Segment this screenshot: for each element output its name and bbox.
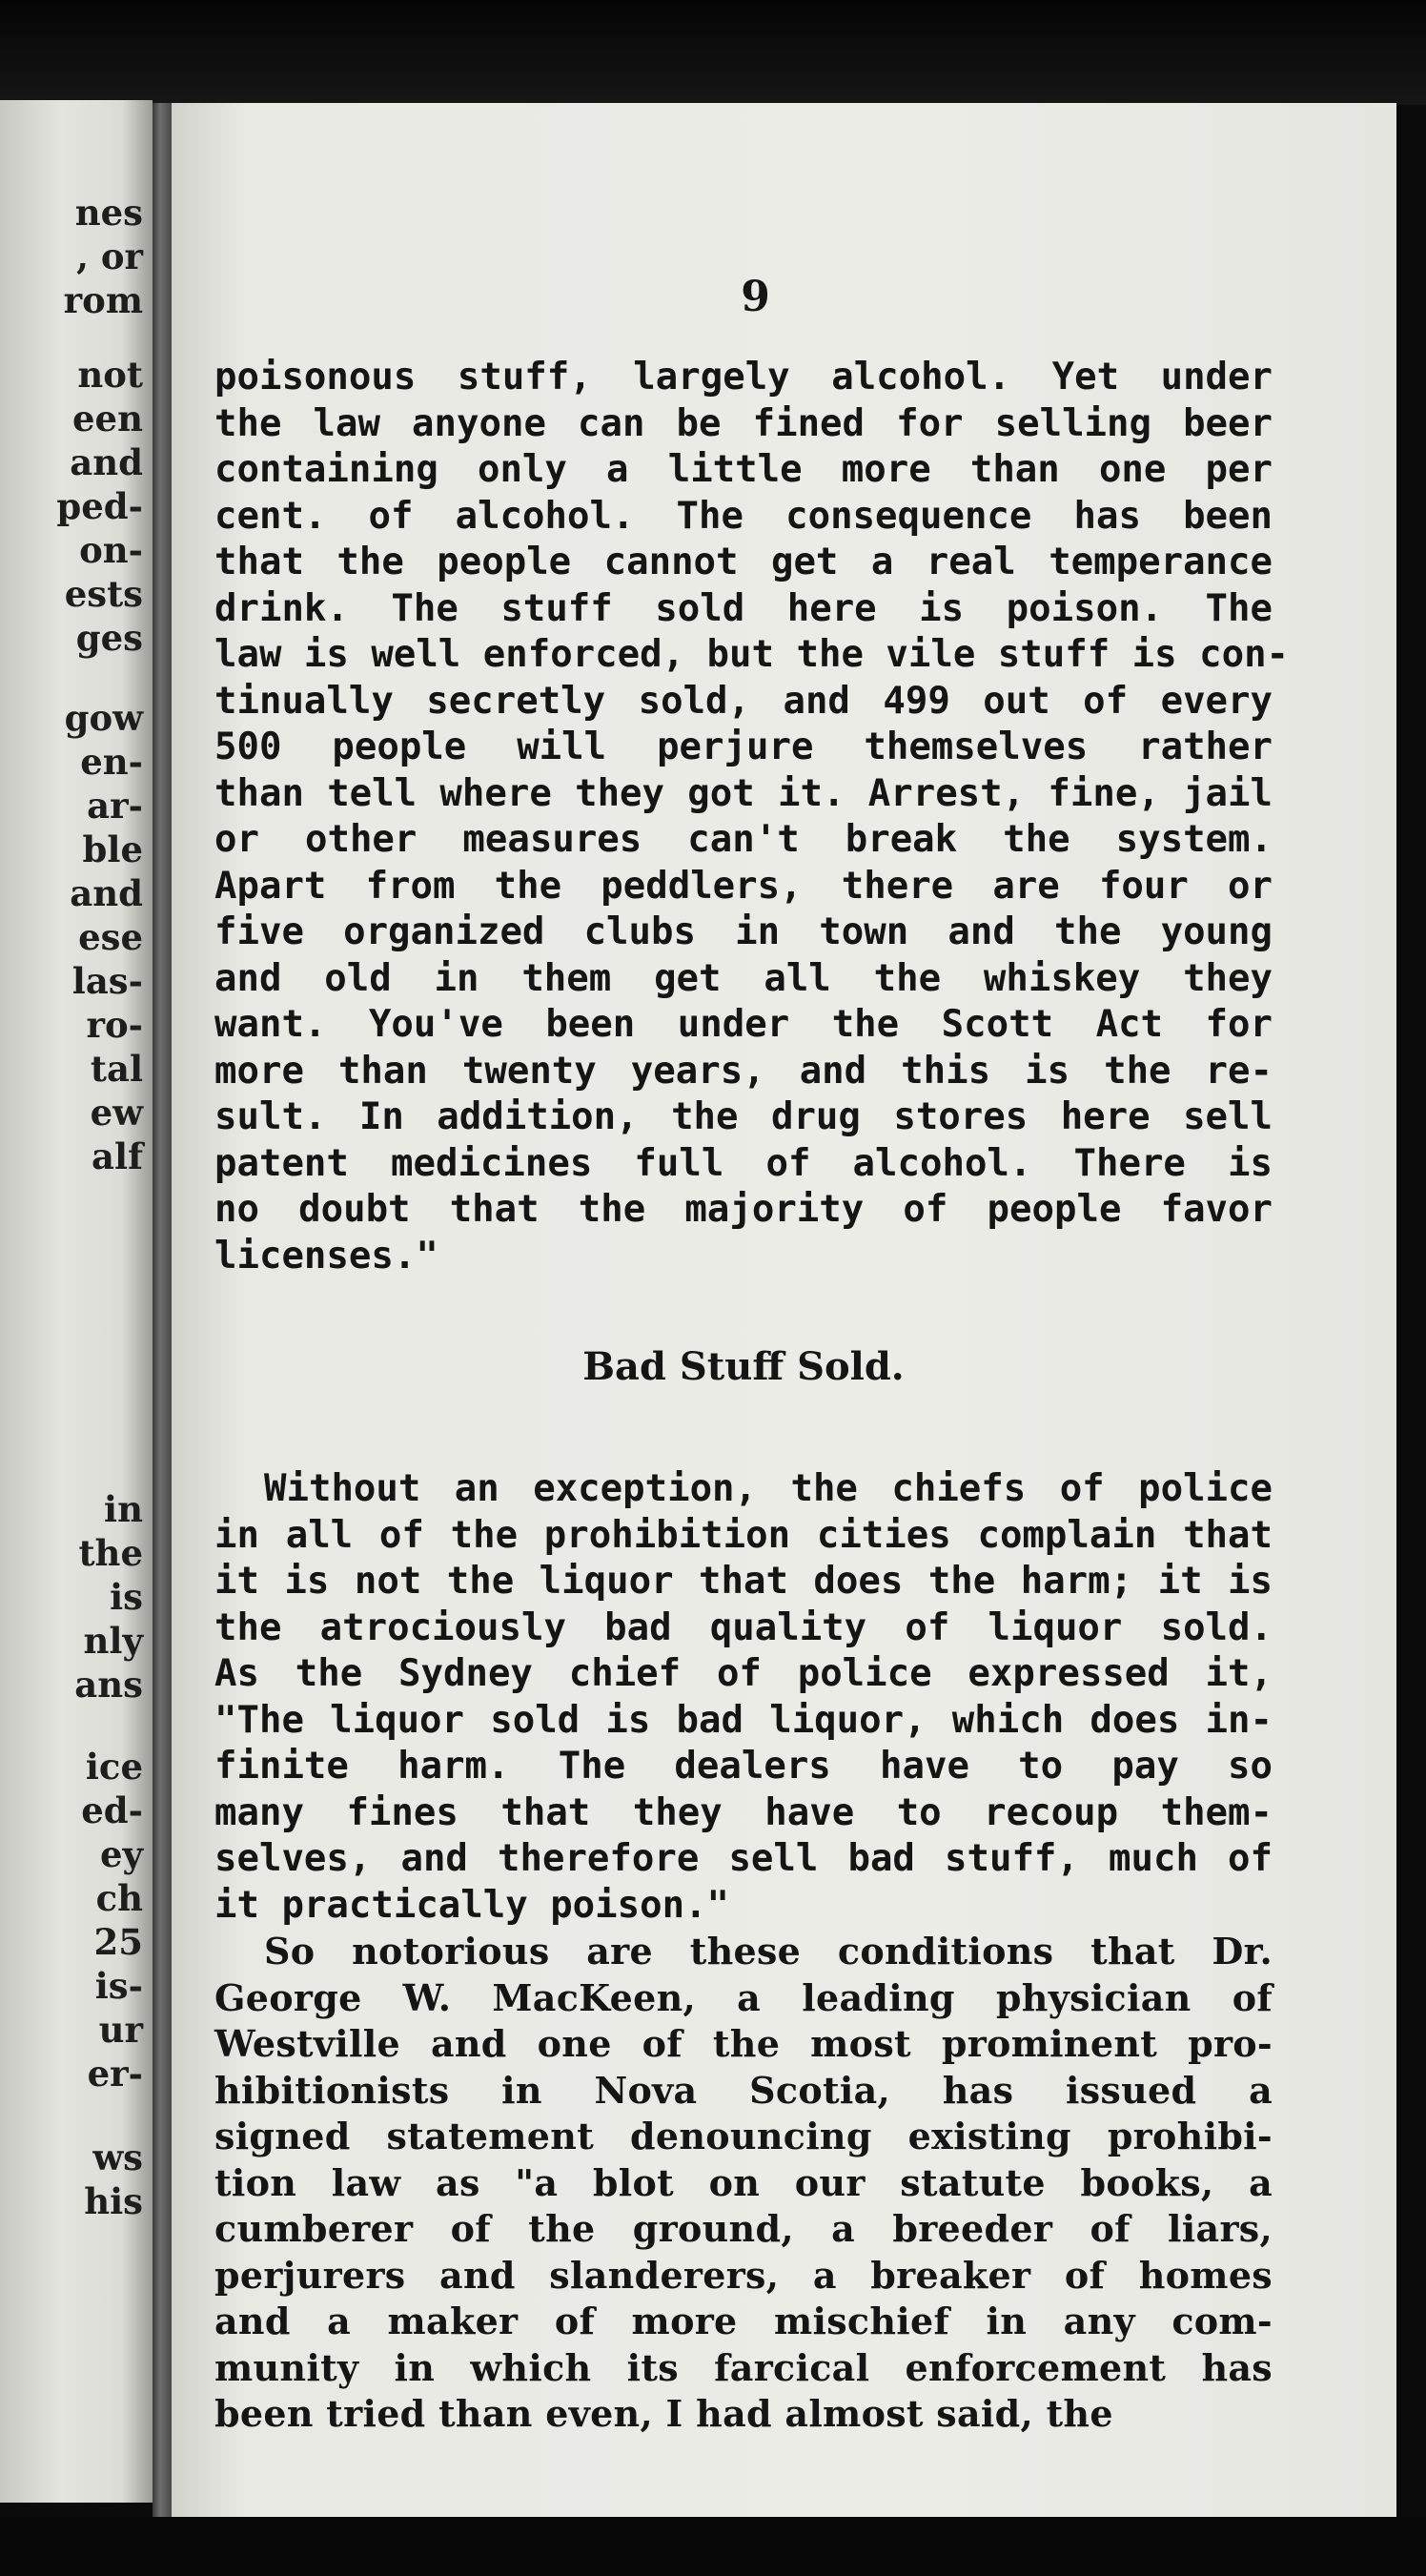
text-line: many fines that they have to recoup them-	[214, 1790, 1273, 1834]
previous-page-fragment: er-	[87, 2053, 143, 2095]
text-line: George W. MacKeen, a leading physician of	[214, 1975, 1273, 2019]
text-line: cumberer of the ground, a breeder of liars,	[214, 2207, 1273, 2250]
text-line: poisonous stuff, largely alcohol. Yet under	[214, 356, 1273, 399]
text-line: law is well enforced, but the vile stuff is con-	[214, 633, 1290, 676]
scan-background-bottom	[0, 2517, 1426, 2576]
page-number: 9	[741, 273, 770, 321]
text-line: the atrociously bad quality of liquor sold.	[214, 1605, 1273, 1649]
previous-page-fragment: and	[70, 872, 143, 914]
previous-page-fragment: ese	[78, 916, 143, 958]
previous-page-fragment: nly	[83, 1620, 143, 1662]
text-line: sult. In addition, the drug stores here sell	[214, 1095, 1273, 1138]
text-line: "The liquor sold is bad liquor, which does in-	[214, 1698, 1273, 1742]
previous-page-fragment: ped-	[56, 485, 143, 527]
text-line: no doubt that the majority of people favor	[214, 1188, 1273, 1231]
previous-page-fragment: tal	[90, 1048, 143, 1090]
text-line: it is not the liquor that does the harm; it is	[214, 1560, 1273, 1603]
text-line: signed statement denouncing existing prohibi-	[214, 2115, 1273, 2157]
text-line: than tell where they got it. Arrest, fine, jail	[214, 771, 1273, 815]
text-line: that the people cannot get a real temperance	[214, 541, 1273, 583]
text-line: or other measures can't break the system.	[214, 818, 1273, 861]
text-line: cent. of alcohol. The consequence has been	[214, 494, 1273, 538]
text-line: selves, and therefore sell bad stuff, much of	[214, 1837, 1273, 1880]
text-line: more than twenty years, and this is the re-	[214, 1049, 1273, 1093]
previous-page-fragment: las-	[71, 960, 143, 1002]
previous-page-fragment: ice	[85, 1746, 143, 1788]
previous-page-fragment: gow	[64, 697, 143, 739]
text-line: in all of the prohibition cities complain that	[214, 1513, 1273, 1557]
previous-page-fragment: his	[84, 2180, 143, 2222]
previous-page-edge	[0, 100, 153, 2503]
text-line: drink. The stuff sold here is poison. The	[214, 586, 1273, 630]
book-gutter	[153, 103, 172, 2525]
previous-page-fragment: en-	[80, 741, 143, 783]
text-line: finite harm. The dealers have to pay so	[214, 1745, 1273, 1788]
previous-page-fragment: ed-	[81, 1789, 143, 1831]
text-line: want. You've been under the Scott Act for	[214, 1003, 1273, 1046]
previous-page-fragment: ests	[64, 573, 143, 615]
previous-page-fragment: ble	[82, 828, 143, 870]
previous-page-fragment: een	[72, 398, 143, 440]
previous-page-fragment: rom	[63, 279, 143, 321]
previous-page-fragment: is-	[94, 1965, 143, 2007]
scan-background-top	[0, 0, 1426, 105]
previous-page-fragment: ur	[98, 2009, 143, 2051]
text-line: Without an exception, the chiefs of police	[264, 1467, 1273, 1510]
previous-page-fragment: ar-	[87, 785, 143, 827]
text-line: perjurers and slanderers, a breaker of homes	[214, 2253, 1273, 2297]
text-line: munity in which its farcical enforcement has	[214, 2345, 1273, 2389]
text-line: licenses."	[214, 1234, 438, 1278]
text-line: patent medicines full of alcohol. There is	[214, 1141, 1273, 1185]
previous-page-fragment: , or	[76, 235, 143, 277]
text-line: Apart from the peddlers, there are four or	[214, 864, 1273, 908]
previous-page-fragment: ch	[95, 1877, 143, 1919]
text-line: containing only a little more than one per	[214, 448, 1273, 491]
text-line: tion law as "a blot on our statute books, a	[214, 2160, 1273, 2204]
previous-page-fragment: and	[70, 441, 143, 483]
text-line: and a maker of more mischief in any com-	[214, 2300, 1273, 2342]
text-line: tinually secretly sold, and 499 out of every	[214, 679, 1273, 723]
previous-page-fragment: in	[104, 1488, 143, 1530]
previous-page-fragment: on-	[79, 529, 143, 571]
previous-page-fragment: ges	[75, 617, 143, 659]
previous-page-fragment: 25	[93, 1921, 143, 1963]
text-line: 500 people will perjure themselves rather	[214, 726, 1273, 768]
previous-page-fragment: ey	[99, 1833, 143, 1875]
text-line: five organized clubs in town and the young	[214, 910, 1273, 953]
text-line: hibitionists in Nova Scotia, has issued a	[214, 2068, 1273, 2112]
previous-page-fragment: nes	[74, 192, 143, 234]
text-line: it practically poison."	[214, 1883, 730, 1927]
text-line: So notorious are these conditions that Dr.	[264, 1930, 1273, 1973]
text-line: Westville and one of the most prominent pro-	[214, 2022, 1273, 2065]
paragraph-3	[214, 1929, 1273, 2438]
previous-page-fragment: ws	[92, 2136, 143, 2178]
section-heading: Bad Stuff Sold.	[582, 1344, 905, 1389]
previous-page-fragment: is	[110, 1576, 143, 1618]
paragraph-1	[214, 355, 1290, 1279]
text-line: been tried than even, I had almost said, the	[214, 2392, 1113, 2435]
previous-page-fragment: not	[77, 354, 143, 396]
previous-page-fragment: the	[78, 1532, 143, 1574]
previous-page-fragment: ro-	[86, 1004, 143, 1046]
text-line: As the Sydney chief of police expressed it,	[214, 1652, 1273, 1695]
previous-page-fragment: alf	[92, 1135, 143, 1177]
previous-page-fragment: ans	[74, 1664, 143, 1706]
page-body-text	[214, 355, 1290, 2438]
text-line: and old in them get all the whiskey they	[214, 956, 1273, 1000]
paragraph-2	[214, 1466, 1273, 1929]
text-line: the law anyone can be fined for selling beer	[214, 401, 1273, 445]
previous-page-fragment: ew	[90, 1092, 143, 1134]
